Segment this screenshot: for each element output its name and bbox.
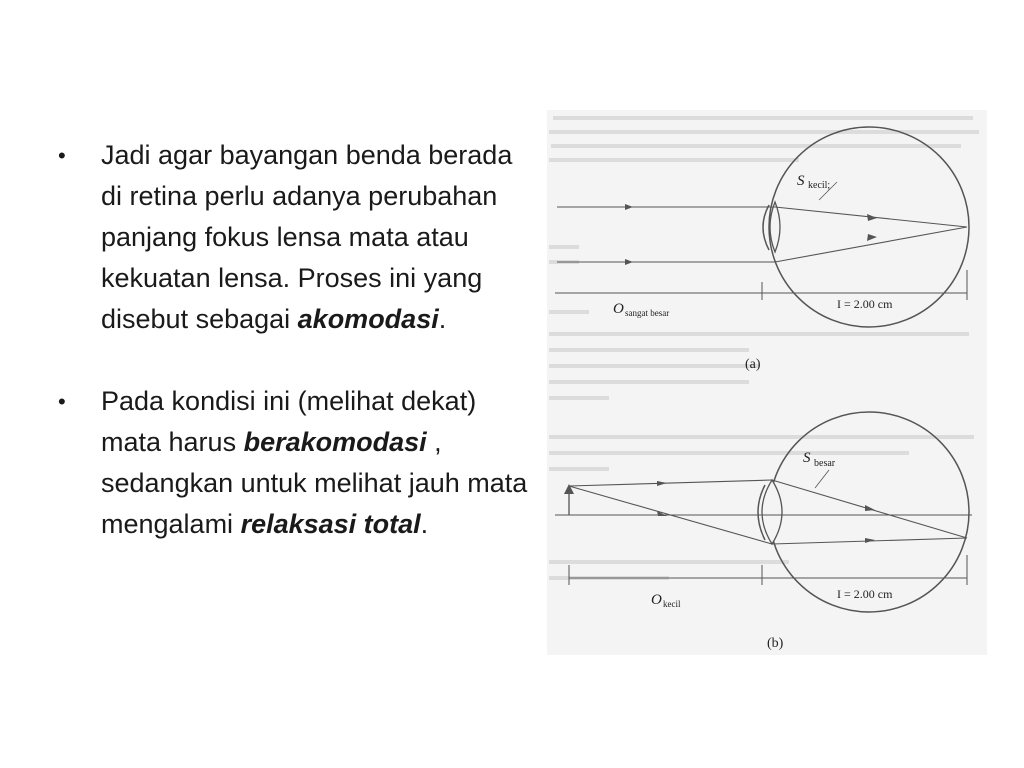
image-label-b-main: S: [803, 450, 811, 466]
caption-a: (a): [745, 357, 761, 372]
label-leader-b: [815, 470, 829, 488]
object-label-b-main: O: [651, 592, 662, 608]
bullet-2-text-a: Pada kondisi ini (melihat dekat) mata harus: [101, 386, 477, 457]
arrow-icon: [867, 234, 877, 241]
image-label-a-main: S: [797, 173, 805, 189]
bullet-1-end: .: [438, 304, 447, 334]
term-berakomodasi: berakomodasi: [243, 427, 427, 457]
term-akomodasi: akomodasi: [297, 304, 439, 334]
eyeball-outline-b: [769, 412, 969, 612]
object-label-b-sub: kecil: [663, 599, 681, 609]
bullet-dot-icon: •: [58, 389, 66, 414]
ray-b-top: [569, 480, 772, 486]
eye-accommodation-figure: [547, 110, 987, 655]
cornea-a: [763, 205, 769, 250]
eye-diagram-svg: [547, 110, 987, 655]
refracted-ray-a-bottom: [775, 227, 967, 262]
image-label-b-sub: besar: [814, 458, 836, 469]
object-label-a-sub: sangat besar: [625, 308, 670, 318]
arrow-icon: [867, 214, 877, 221]
bullet-item-2: [58, 381, 528, 545]
distance-label-a: I = 2.00 cm: [837, 297, 893, 311]
bullet-2-end: .: [420, 509, 429, 539]
arrow-icon: [865, 505, 875, 511]
term-relaksasi-total: relaksasi total: [240, 509, 421, 539]
image-label-a-sub: kecil;: [808, 180, 831, 191]
object-label-a-main: O: [613, 301, 624, 317]
distance-label-b: I = 2.00 cm: [837, 587, 893, 601]
arrow-icon: [625, 259, 633, 265]
bullet-list: [58, 135, 528, 545]
thin-lens-a: [770, 202, 780, 252]
arrow-icon: [625, 204, 633, 210]
bullet-2-text-b: , sedangkan untuk melihat jauh mata mengalami: [101, 427, 528, 539]
caption-b: (b): [767, 636, 784, 651]
bullet-item-1: [58, 135, 528, 340]
thick-lens-b: [762, 480, 782, 544]
diagram-b-near-vision: [555, 412, 972, 651]
bullet-1-text: Jadi agar bayangan benda berada di retina perlu adanya perubahan panjang fokus lensa mata atau kekuatan lensa. Proses ini yang disebut sebagai: [101, 140, 513, 334]
bullet-dot-icon: •: [58, 143, 66, 168]
